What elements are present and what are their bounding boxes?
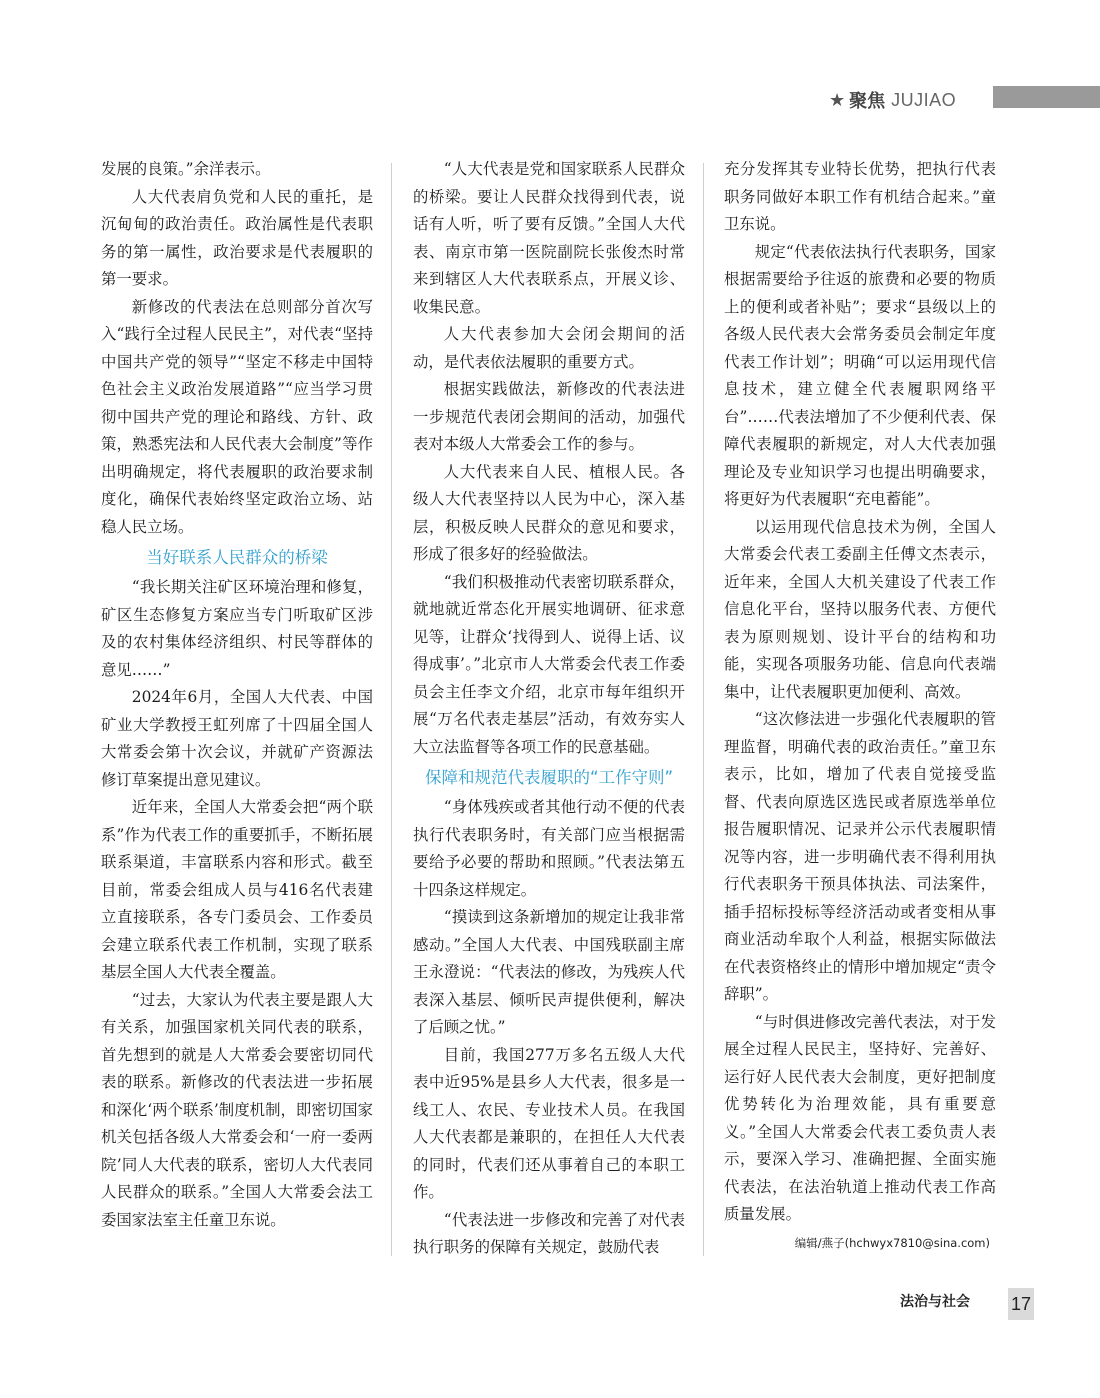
paragraph: “我长期关注矿区环境治理和修复，矿区生态修复方案应当专门听取矿区涉及的农村集体经济组织、村民等群体的意见……”: [101, 578, 373, 679]
paragraph: “过去，大家认为代表主要是跟人大有关系，加强国家机关同代表的联系，首先想到的就是人大常委会要密切同代表的联系。新修改的代表法进一步拓展和深化‘两个联系’制度机制，即密切国家机关包括各级人大常委会和‘一府一委两院’同人大代表的联系，密切人大代表同人民群众的联系。”全国人大常委会法工委国家法室主任童卫东说。: [101, 990, 373, 1229]
paragraph: 以运用现代信息技术为例，全国人大常委会代表工委副主任傅文杰表示，近年来，全国人大机关建设了代表工作信息化平台，坚持以服务代表、方便代表为原则规划、设计平台的结构和功能，实现各项服务功能、信息向代表端集中，让代表履职更加便利、高效。: [724, 517, 996, 701]
paragraph: 人大代表参加大会闭会期间的活动，是代表依法履职的重要方式。: [413, 325, 685, 371]
paragraph: 发展的良策。”余洋表示。: [101, 160, 271, 178]
paragraph: 规定“代表依法执行代表职务，国家根据需要给予往返的旅费和必要的物质上的便利或者补贴”；要求“县级以上的各级人民代表大会常务委员会制定年度代表工作计划”；明确“可以运用现代信息技术，建立健全代表履职网络平台”……代表法增加了不少便利代表、保障代表履职的新规定，对人大代表加强理论及专业知识学习也提出明确要求，将更好为代表履职“充电蓄能”。: [724, 242, 996, 508]
section-label: [829, 86, 956, 114]
paragraph: “身体残疾或者其他行动不便的代表执行代表职务时，有关部门应当根据需要给予必要的帮助和照顾。”代表法第五十四条这样规定。: [413, 798, 685, 899]
paragraph: “摸读到这条新增加的规定让我非常感动。”全国人大代表、中国残联副主席王永澄说：“代表法的修改，为残疾人代表深入基层、倾听民声提供便利，解决了后顾之忧。”: [413, 908, 685, 1036]
paragraph: “与时俱进修改完善代表法，对于发展全过程人民民主，坚持好、完善好、运行好人民代表大会制度，更好把制度优势转化为治理效能，具有重要意义。”全国人大常委会代表工委负责人表示，要深入学习、准确把握、全面实施代表法，在法治轨道上推动代表工作高质量发展。: [724, 1012, 996, 1223]
subheading: 保障和规范代表履职的“工作守则”: [424, 768, 674, 787]
paragraph: 新修改的代表法在总则部分首次写入“践行全过程人民民主”，对代表“坚持中国共产党的领导”“坚定不移走中国特色社会主义政治发展道路”“应当学习贯彻中国共产党的理论和路线、方针、政策，熟悉宪法和人民代表大会制度”等作出明确规定，将代表履职的政治要求制度化，确保代表始终坚定政治立场、站稳人民立场。: [101, 297, 373, 536]
editor-credit: 编辑/燕子(hchwyx7810@sina.com): [794, 1235, 990, 1250]
column-1: [101, 156, 373, 1234]
column-divider: [391, 163, 392, 1256]
magazine-title: 法治与社会: [900, 1294, 970, 1310]
section-title-en: JUJIAO: [891, 89, 957, 110]
subheading: 当好联系人民群众的桥梁: [146, 548, 328, 567]
column-2: [413, 156, 685, 1262]
paragraph: “代表法进一步修改和完善了对代表执行职务的保障有关规定，鼓励代表: [413, 1210, 685, 1256]
paragraph: 2024年6月，全国人大代表、中国矿业大学教授王虹列席了十四届全国人大常委会第十次会议，并就矿产资源法修订草案提出意见建议。: [101, 688, 373, 789]
column-divider: [703, 163, 704, 1256]
section-title-zh: 聚焦: [849, 91, 886, 112]
page-number: 17: [1008, 1288, 1034, 1320]
paragraph: 人大代表来自人民、植根人民。各级人大代表坚持以人民为中心，深入基层，积极反映人民群众的意见和要求，形成了很多好的经验做法。: [413, 462, 685, 563]
star-icon: ★: [829, 89, 846, 111]
paragraph: 人大代表肩负党和人民的重托，是沉甸甸的政治责任。政治属性是代表职务的第一属性，政治要求是代表履职的第一要求。: [101, 187, 373, 288]
paragraph: 近年来，全国人大常委会把“两个联系”作为代表工作的重要抓手，不断拓展联系渠道，丰富联系内容和形式。截至目前，常委会组成人员与416名代表建立直接联系，各专门委员会、工作委员会建立联系代表工作机制，实现了联系基层全国人大代表全覆盖。: [101, 798, 373, 981]
paragraph: 根据实践做法，新修改的代表法进一步规范代表闭会期间的活动，加强代表对本级人大常委会工作的参与。: [413, 380, 685, 453]
header-gray-bar: [993, 86, 1100, 108]
paragraph: “我们积极推动代表密切联系群众，就地就近常态化开展实地调研、征求意见等，让群众‘找得到人、说得上话、议得成事’。”北京市人大常委会代表工作委员会主任李文介绍，北京市每年组织开展“万名代表走基层”活动，有效夯实人大立法监督等各项工作的民意基础。: [413, 572, 685, 756]
paragraph: “人大代表是党和国家联系人民群众的桥梁。要让人民群众找得到代表，说话有人听，听了要有反馈。”全国人大代表、南京市第一医院副院长张俊杰时常来到辖区人大代表联系点，开展义诊、收集民意。: [413, 160, 685, 316]
paragraph: 目前，我国277万多名五级人大代表中近95%是县乡人大代表，很多是一线工人、农民、专业技术人员。在我国人大代表都是兼职的，在担任人大代表的同时，代表们还从事着自己的本职工作。: [413, 1045, 685, 1201]
column-3: [724, 156, 996, 1251]
paragraph: 充分发挥其专业特长优势，把执行代表职务同做好本职工作有机结合起来。”童卫东说。: [724, 160, 996, 233]
paragraph: “这次修法进一步强化代表履职的管理监督，明确代表的政治责任。”童卫东表示，比如，增加了代表自觉接受监督、代表向原选区选民或者原选举单位报告履职情况、记录并公示代表履职情况等内容，进一步明确代表不得利用执行代表职务干预具体执法、司法案件，插手招标投标等经济活动或者变相从事商业活动牟取个人利益，根据实际做法在代表资格终止的情形中增加规定“责令辞职”。: [724, 710, 996, 1003]
